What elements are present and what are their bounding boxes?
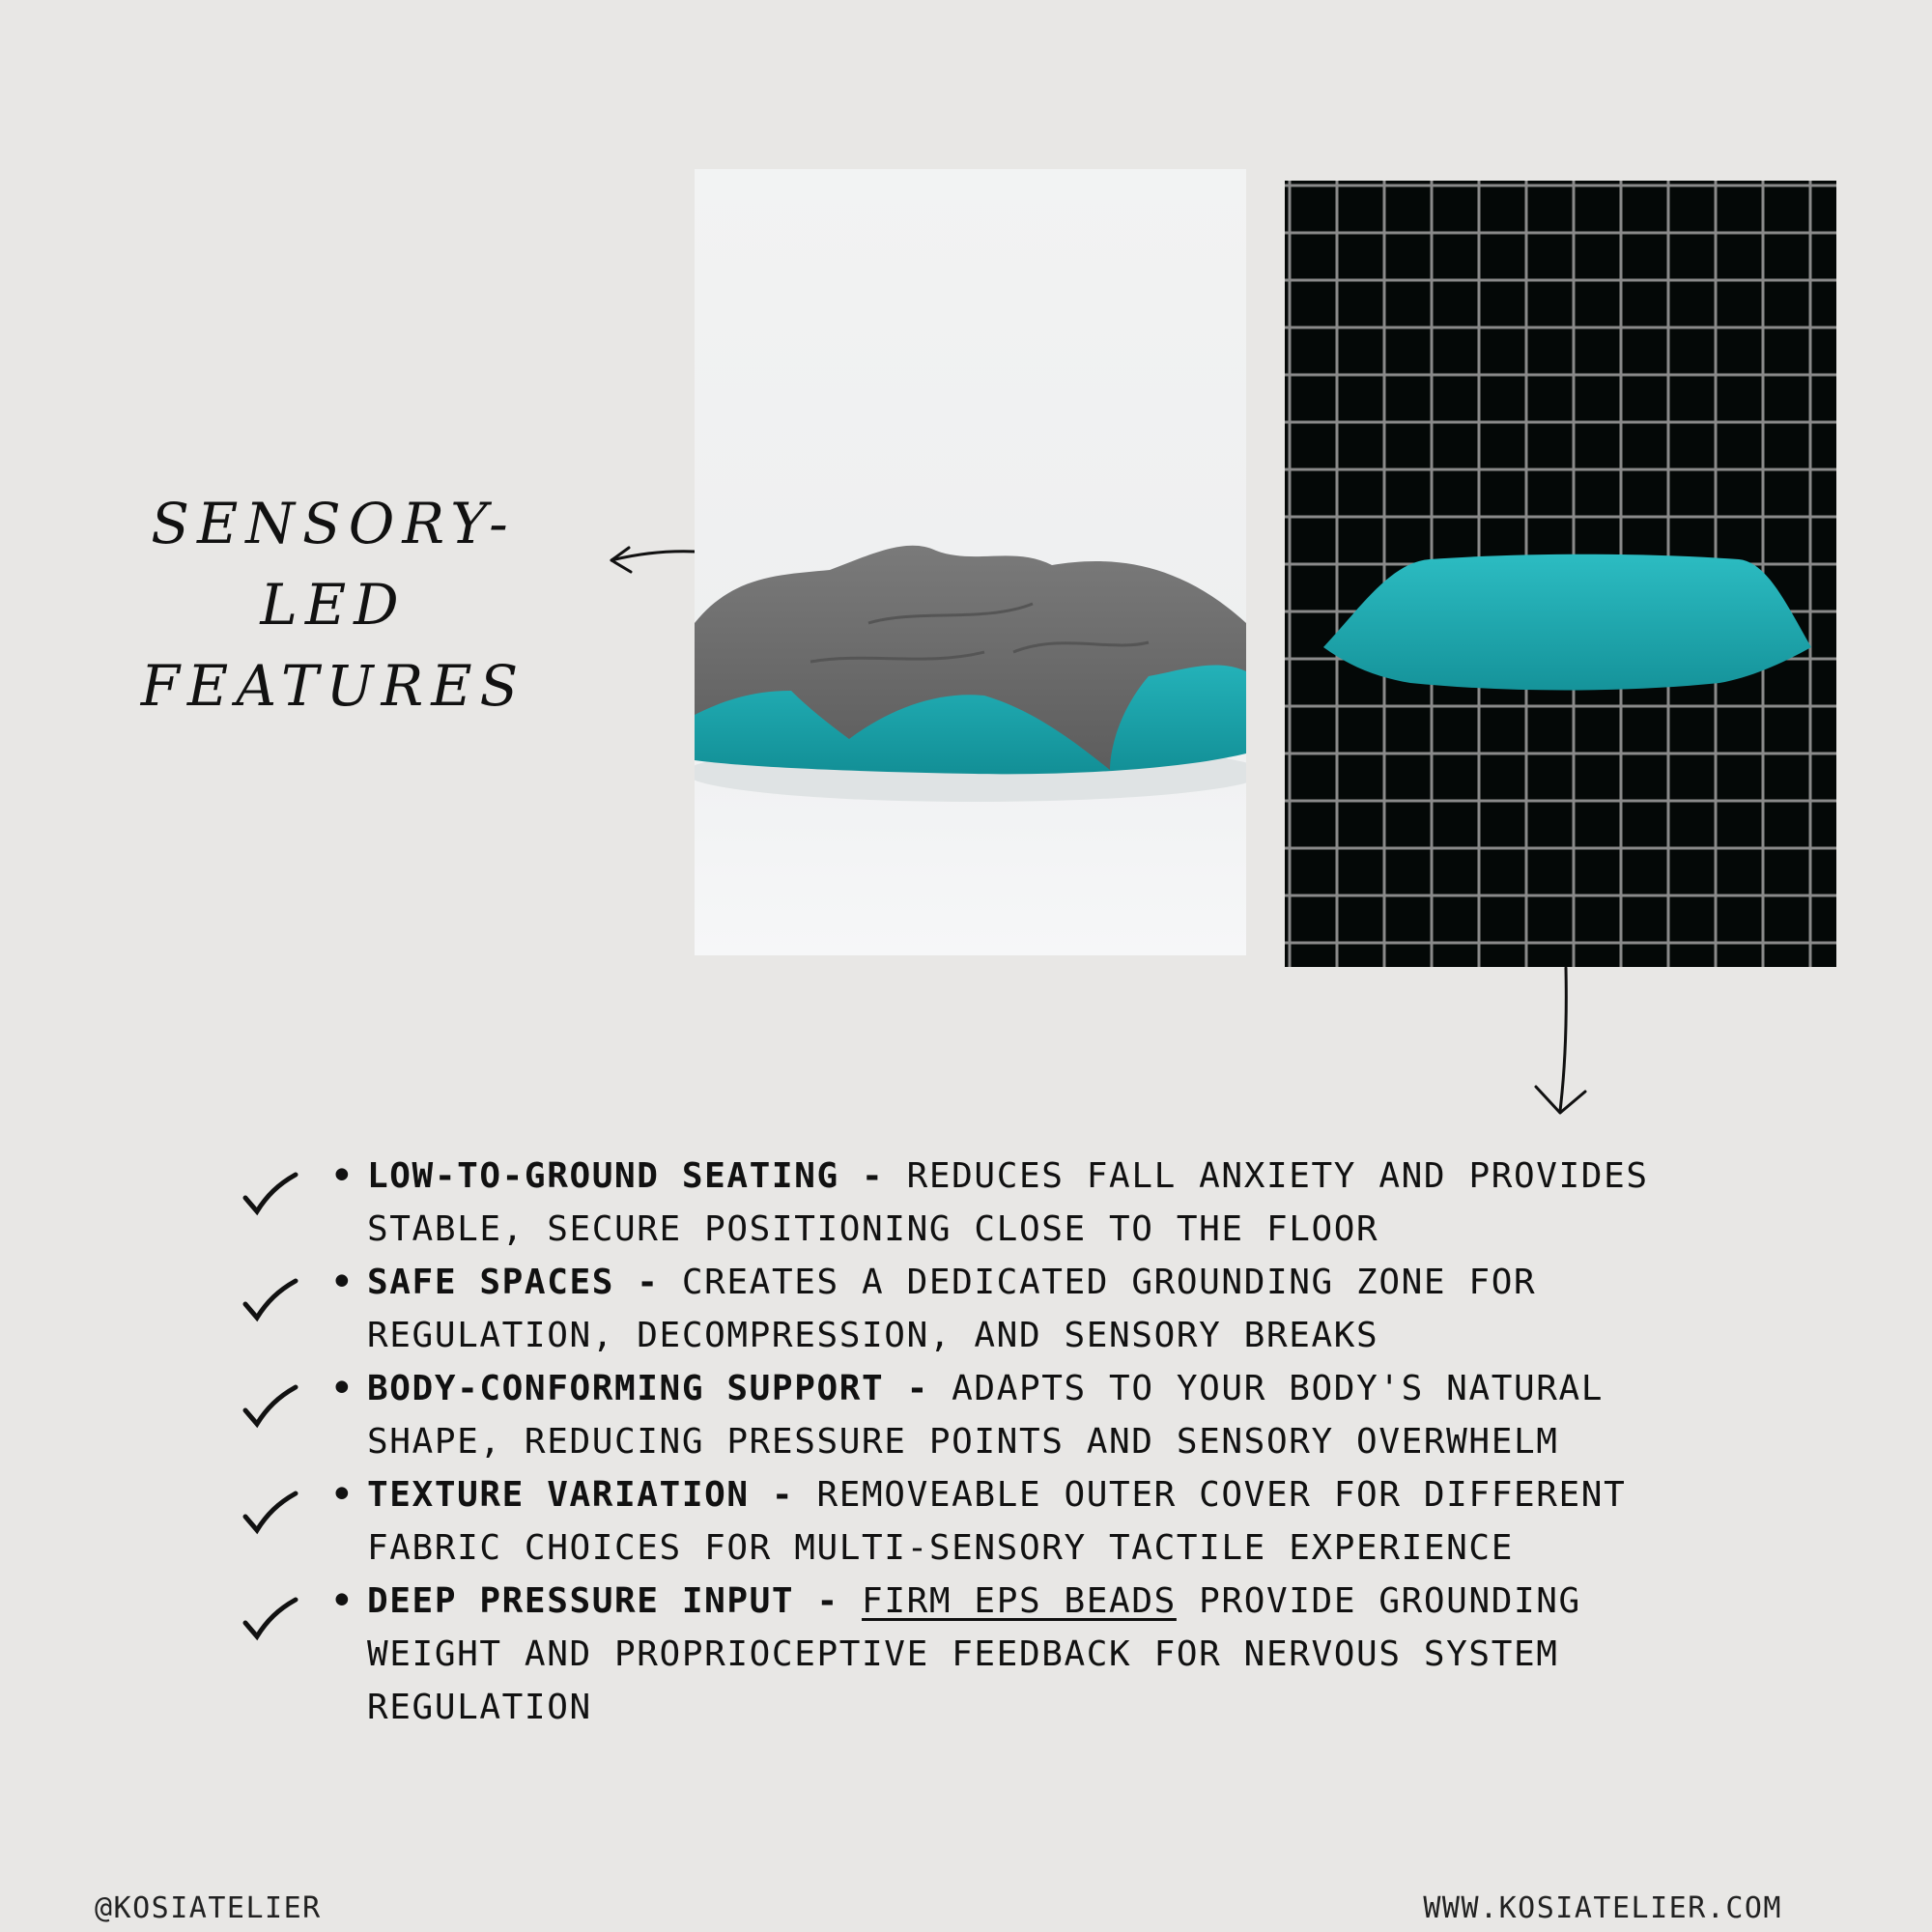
checkmark-icon [242,1490,299,1538]
heading-line-1: SENSORY-LED [151,491,516,638]
bullet-icon: • [331,1156,355,1196]
social-handle: @KOSIATELIER [95,1891,322,1925]
feature-title: TEXTURE VARIATION - [367,1475,795,1515]
bullet-icon: • [331,1475,355,1515]
bullet-icon: • [331,1581,355,1621]
feature-item [242,1468,1690,1575]
feature-title: BODY-CONFORMING SUPPORT - [367,1369,929,1408]
pillow-with-blanket-photo [695,169,1246,955]
feature-text: ADAPTS TO YOUR BODY'S NATURAL SHAPE, REDUCING PRESSURE POINTS AND SENSORY OVERWHELM [367,1369,1605,1462]
down-arrow-icon [1531,966,1589,1121]
checkmark-icon [242,1277,299,1325]
heading-line-2: FEATURES [140,653,526,719]
checkmark-icon [242,1171,299,1219]
checkmark-icon [242,1596,299,1644]
left-arrow-icon [604,536,700,580]
feature-title: LOW-TO-GROUND SEATING - [367,1156,885,1196]
website-url: WWW.KOSIATELIER.COM [1423,1891,1782,1925]
checkmark-icon [242,1383,299,1432]
feature-item [242,1362,1690,1468]
feature-title: SAFE SPACES - [367,1263,660,1302]
feature-item [242,1150,1690,1256]
feature-item [242,1256,1690,1362]
feature-underlined-text: FIRM EPS BEADS [862,1581,1177,1621]
feature-title: DEEP PRESSURE INPUT - [367,1581,839,1621]
feature-text: REMOVEABLE OUTER COVER FOR DIFFERENT FABRIC CHOICES FOR MULTI-SENSORY TACTILE EXPERIENCE [367,1475,1627,1568]
feature-text: REDUCES FALL ANXIETY AND PROVIDES STABLE, SECURE POSITIONING CLOSE TO THE FLOOR [367,1156,1649,1249]
bullet-icon: • [331,1369,355,1408]
feature-text: CREATES A DEDICATED GROUNDING ZONE FOR REGULATION, DECOMPRESSION, AND SENSORY BREAKS [367,1263,1537,1355]
page-heading [92,483,575,726]
bullet-icon: • [331,1263,355,1302]
pillow-on-grid-photo [1285,181,1836,967]
feature-item [242,1575,1690,1734]
feature-list [242,1150,1690,1734]
feature-text: PROVIDE GROUNDING WEIGHT AND PROPRIOCEPTIVE FEEDBACK FOR NERVOUS SYSTEM REGULATION [367,1581,1581,1727]
